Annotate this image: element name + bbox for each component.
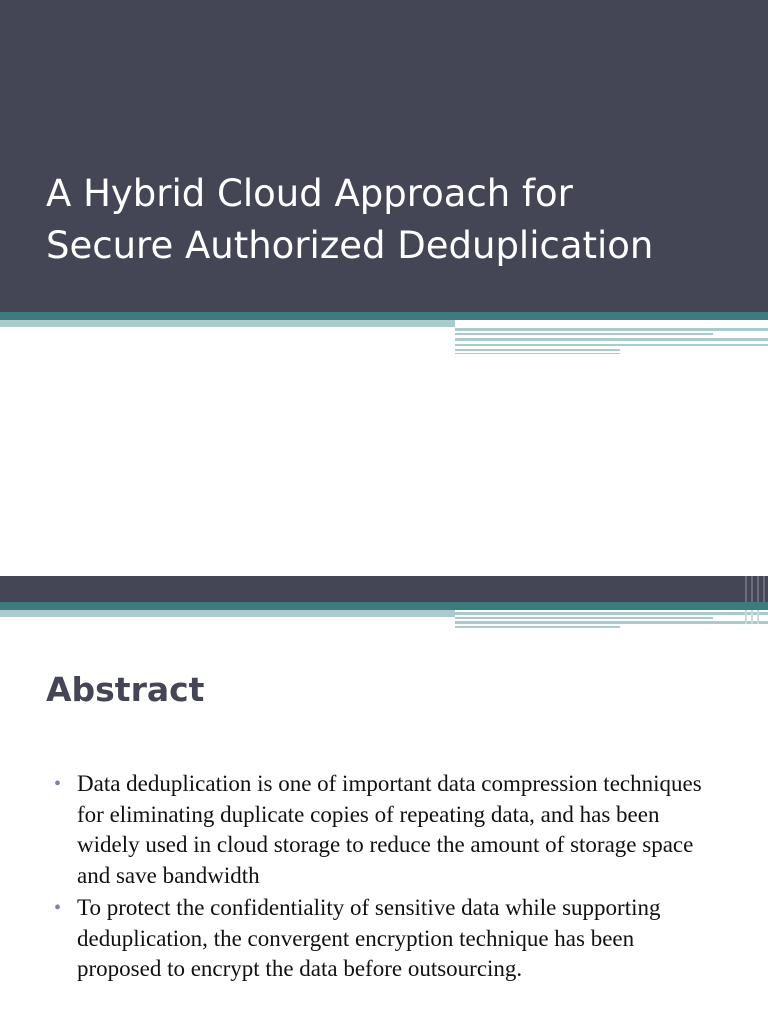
list-item	[54, 893, 724, 985]
content-header-band	[0, 576, 768, 602]
section-heading: Abstract	[46, 670, 205, 709]
abstract-slide	[0, 576, 768, 1024]
list-item	[54, 769, 724, 891]
bullet-text: Data deduplication is one of important data compression techniques for eliminating duplicate copies of repeating data, and has been widely used in cloud storage to reduce the amount of storage space and save bandwidth	[77, 771, 702, 888]
bullet-dot-icon: •	[54, 773, 62, 795]
slide-title	[46, 168, 746, 272]
bullet-dot-icon: •	[54, 897, 62, 919]
slide-title-line-1: A Hybrid Cloud Approach for	[46, 172, 573, 215]
slide-title-line-2: Secure Authorized Deduplication	[46, 224, 654, 267]
bullet-text: To protect the confidentiality of sensitive data while supporting deduplication, the convergent encryption technique has been proposed to encrypt the data before outsourcing.	[77, 895, 661, 981]
bullet-list	[54, 769, 724, 987]
